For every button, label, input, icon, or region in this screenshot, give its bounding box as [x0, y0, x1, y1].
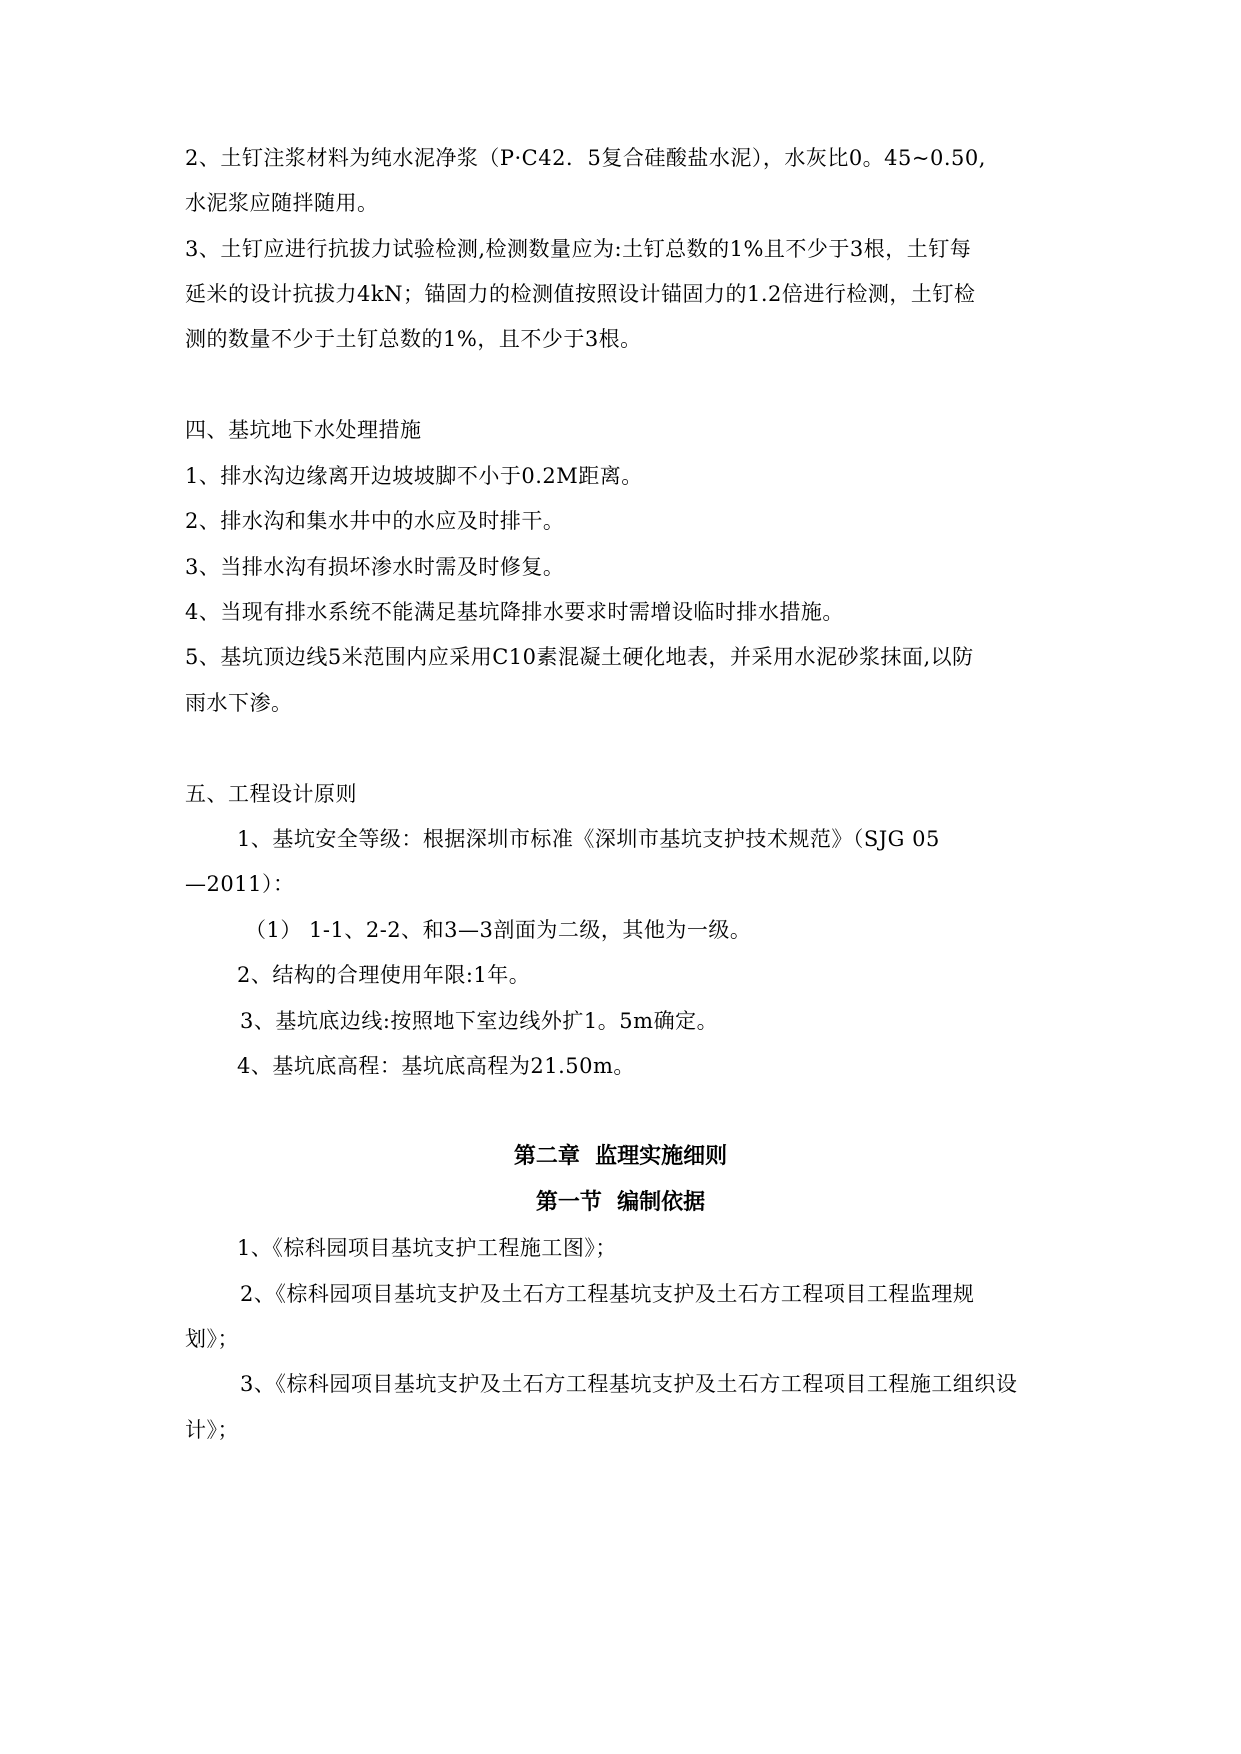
pullout-test-line1: 3、土钉应进行抗拔力试验检测,检测数量应为:土钉总数的1%且不少于3根，土钉每 — [185, 237, 972, 261]
design-item-1-line1: 1、基坑安全等级：根据深圳市标准《深圳市基坑支护技术规范》（SJG 05 — [237, 827, 940, 851]
section-design-principles-title: 五、工程设计原则 — [185, 782, 357, 806]
grout-material-line2: 水泥浆应随拌随用。 — [185, 191, 379, 215]
basis-item-1: 1、《棕科园项目基坑支护工程施工图》； — [237, 1236, 617, 1260]
groundwater-item-4: 4、当现有排水系统不能满足基坑降排水要求时需增设临时排水措施。 — [185, 600, 844, 624]
pullout-test-line3: 测的数量不少于土钉总数的1%，且不少于3根。 — [185, 327, 642, 351]
design-item-1-line2: —2011）： — [185, 872, 295, 896]
pullout-test-line2: 延米的设计抗拔力4kN；锚固力的检测值按照设计锚固力的1.2倍进行检测，土钉检 — [185, 282, 976, 306]
section-title: 第一节 编制依据 — [535, 1190, 706, 1215]
design-item-3: 3、基坑底边线:按照地下室边线外扩1。5m确定。 — [240, 1009, 719, 1033]
design-item-1-sub: （1） 1-1、2-2、和3—3剖面为二级，其他为一级。 — [245, 918, 752, 942]
groundwater-item-5-line1: 5、基坑顶边线5米范围内应采用C10素混凝土硬化地表，并采用水泥砂浆抹面,以防 — [185, 645, 974, 669]
grout-material-line1: 2、土钉注浆材料为纯水泥净浆（P·C42．5复合硅酸盐水泥），水灰比0。45~0.50, — [185, 146, 986, 170]
chapter-title: 第二章 监理实施细则 — [513, 1144, 728, 1169]
design-item-4: 4、基坑底高程：基坑底高程为21.50m。 — [237, 1054, 635, 1078]
groundwater-item-2: 2、排水沟和集水井中的水应及时排干。 — [185, 509, 565, 533]
basis-item-3-line1: 3、《棕科园项目基坑支护及土石方工程基坑支护及土石方工程项目工程施工组织设 — [240, 1372, 1018, 1396]
basis-item-2-line1: 2、《棕科园项目基坑支护及土石方工程基坑支护及土石方工程项目工程监理规 — [240, 1282, 975, 1306]
groundwater-item-5-line2: 雨水下渗。 — [185, 691, 293, 715]
design-item-2: 2、结构的合理使用年限:1年。 — [237, 963, 531, 987]
section-groundwater-title: 四、基坑地下水处理措施 — [185, 418, 422, 442]
groundwater-item-3: 3、当排水沟有损坏渗水时需及时修复。 — [185, 555, 565, 579]
basis-item-2-line2: 划》； — [185, 1327, 239, 1351]
basis-item-3-line2: 计》； — [185, 1418, 239, 1442]
groundwater-item-1: 1、排水沟边缘离开边坡坡脚不小于0.2M距离。 — [185, 464, 643, 488]
